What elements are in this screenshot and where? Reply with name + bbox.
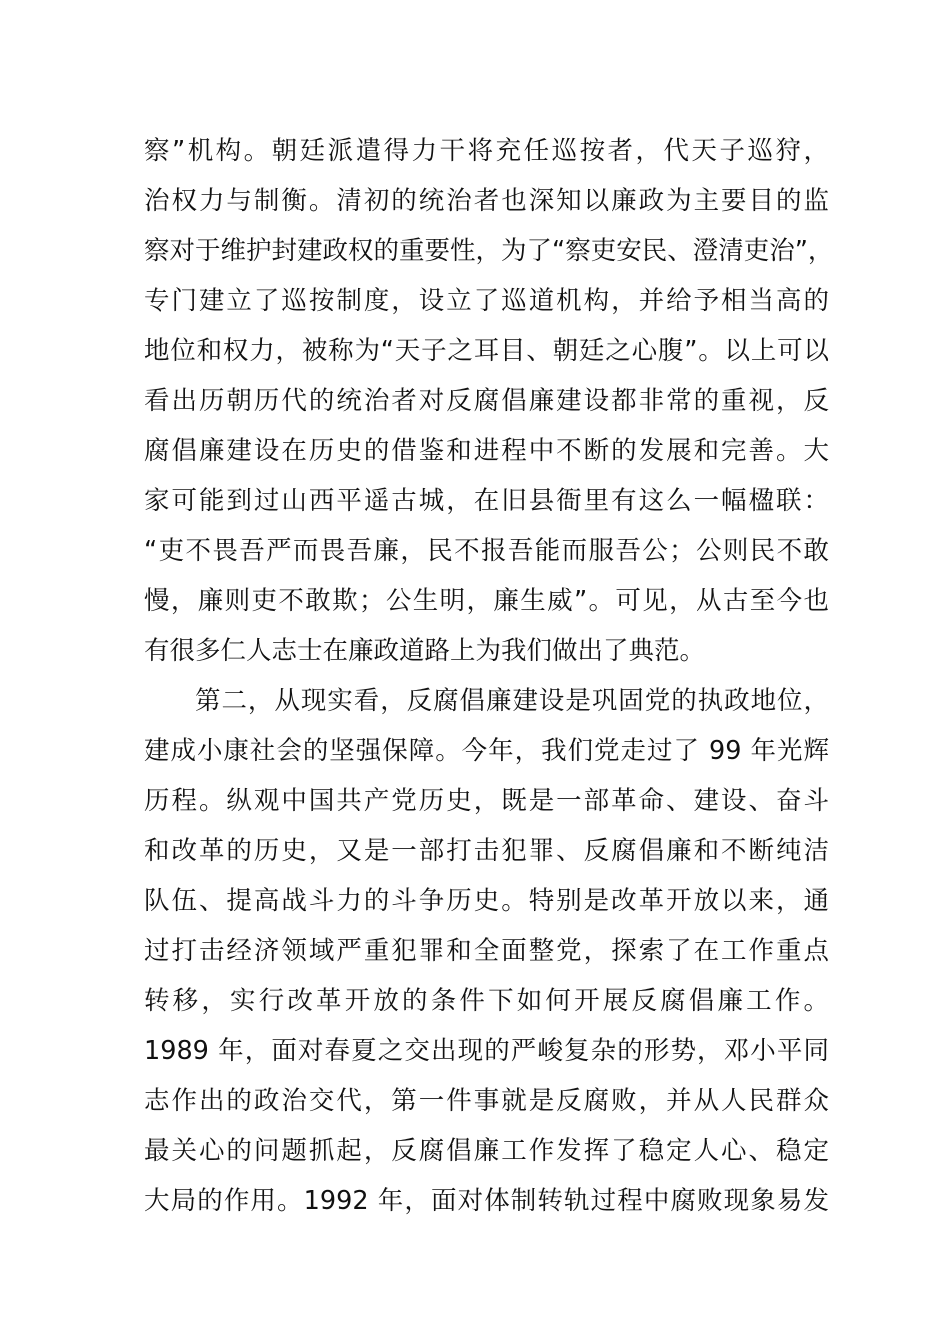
text-line-10: 慢，廉则吏不敢欺；公生明，廉生威”。可见，从古至今也: [144, 586, 829, 616]
text-line-7: 腐倡廉建设在历史的借鉴和进程中不断的发展和完善。大: [144, 436, 829, 466]
text-line-14: 历程。纵观中国共产党历史，既是一部革命、建设、奋斗: [144, 786, 829, 816]
text-line-5: 地位和权力，被称为“天子之耳目、朝廷之心腹”。以上可以: [144, 336, 829, 366]
text-line-13: 建成小康社会的坚强保障。今年，我们党走过了 99 年光辉: [144, 736, 829, 766]
text-line-9: “吏不畏吾严而畏吾廉，民不报吾能而服吾公；公则民不敢: [144, 536, 829, 566]
text-line-2: 治权力与制衡。清初的统治者也深知以廉政为主要目的监: [144, 186, 829, 216]
text-line-15: 和改革的历史，又是一部打击犯罪、反腐倡廉和不断纯洁: [144, 836, 829, 866]
text-line-21: 最关心的问题抓起，反腐倡廉工作发挥了稳定人心、稳定: [144, 1136, 829, 1166]
text-line-4: 专门建立了巡按制度，设立了巡道机构，并给予相当高的: [144, 286, 829, 316]
text-line-6: 看出历朝历代的统治者对反腐倡廉建设都非常的重视，反: [144, 386, 829, 416]
text-line-11: 有很多仁人志士在廉政道路上为我们做出了典范。: [144, 636, 706, 666]
text-line-12: 第二，从现实看，反腐倡廉建设是巩固党的执政地位，: [195, 686, 829, 716]
text-line-22: 大局的作用。1992 年，面对体制转轨过程中腐败现象易发: [144, 1186, 829, 1216]
text-line-17: 过打击经济领域严重犯罪和全面整党，探索了在工作重点: [144, 936, 829, 966]
text-line-8: 家可能到过山西平遥古城，在旧县衙里有这么一幅楹联：: [144, 486, 829, 516]
text-line-19: 1989 年，面对春夏之交出现的严峻复杂的形势，邓小平同: [144, 1036, 829, 1066]
text-line-18: 转移，实行改革开放的条件下如何开展反腐倡廉工作。: [144, 986, 829, 1016]
text-line-1: 察”机构。朝廷派遣得力干将充任巡按者，代天子巡狩，: [144, 136, 829, 166]
text-line-16: 队伍、提高战斗力的斗争历史。特别是改革开放以来，通: [144, 886, 829, 916]
text-line-3: 察对于维护封建政权的重要性，为了“察吏安民、澄清吏治”，: [144, 236, 834, 266]
text-line-20: 志作出的政治交代，第一件事就是反腐败，并从人民群众: [144, 1086, 829, 1116]
